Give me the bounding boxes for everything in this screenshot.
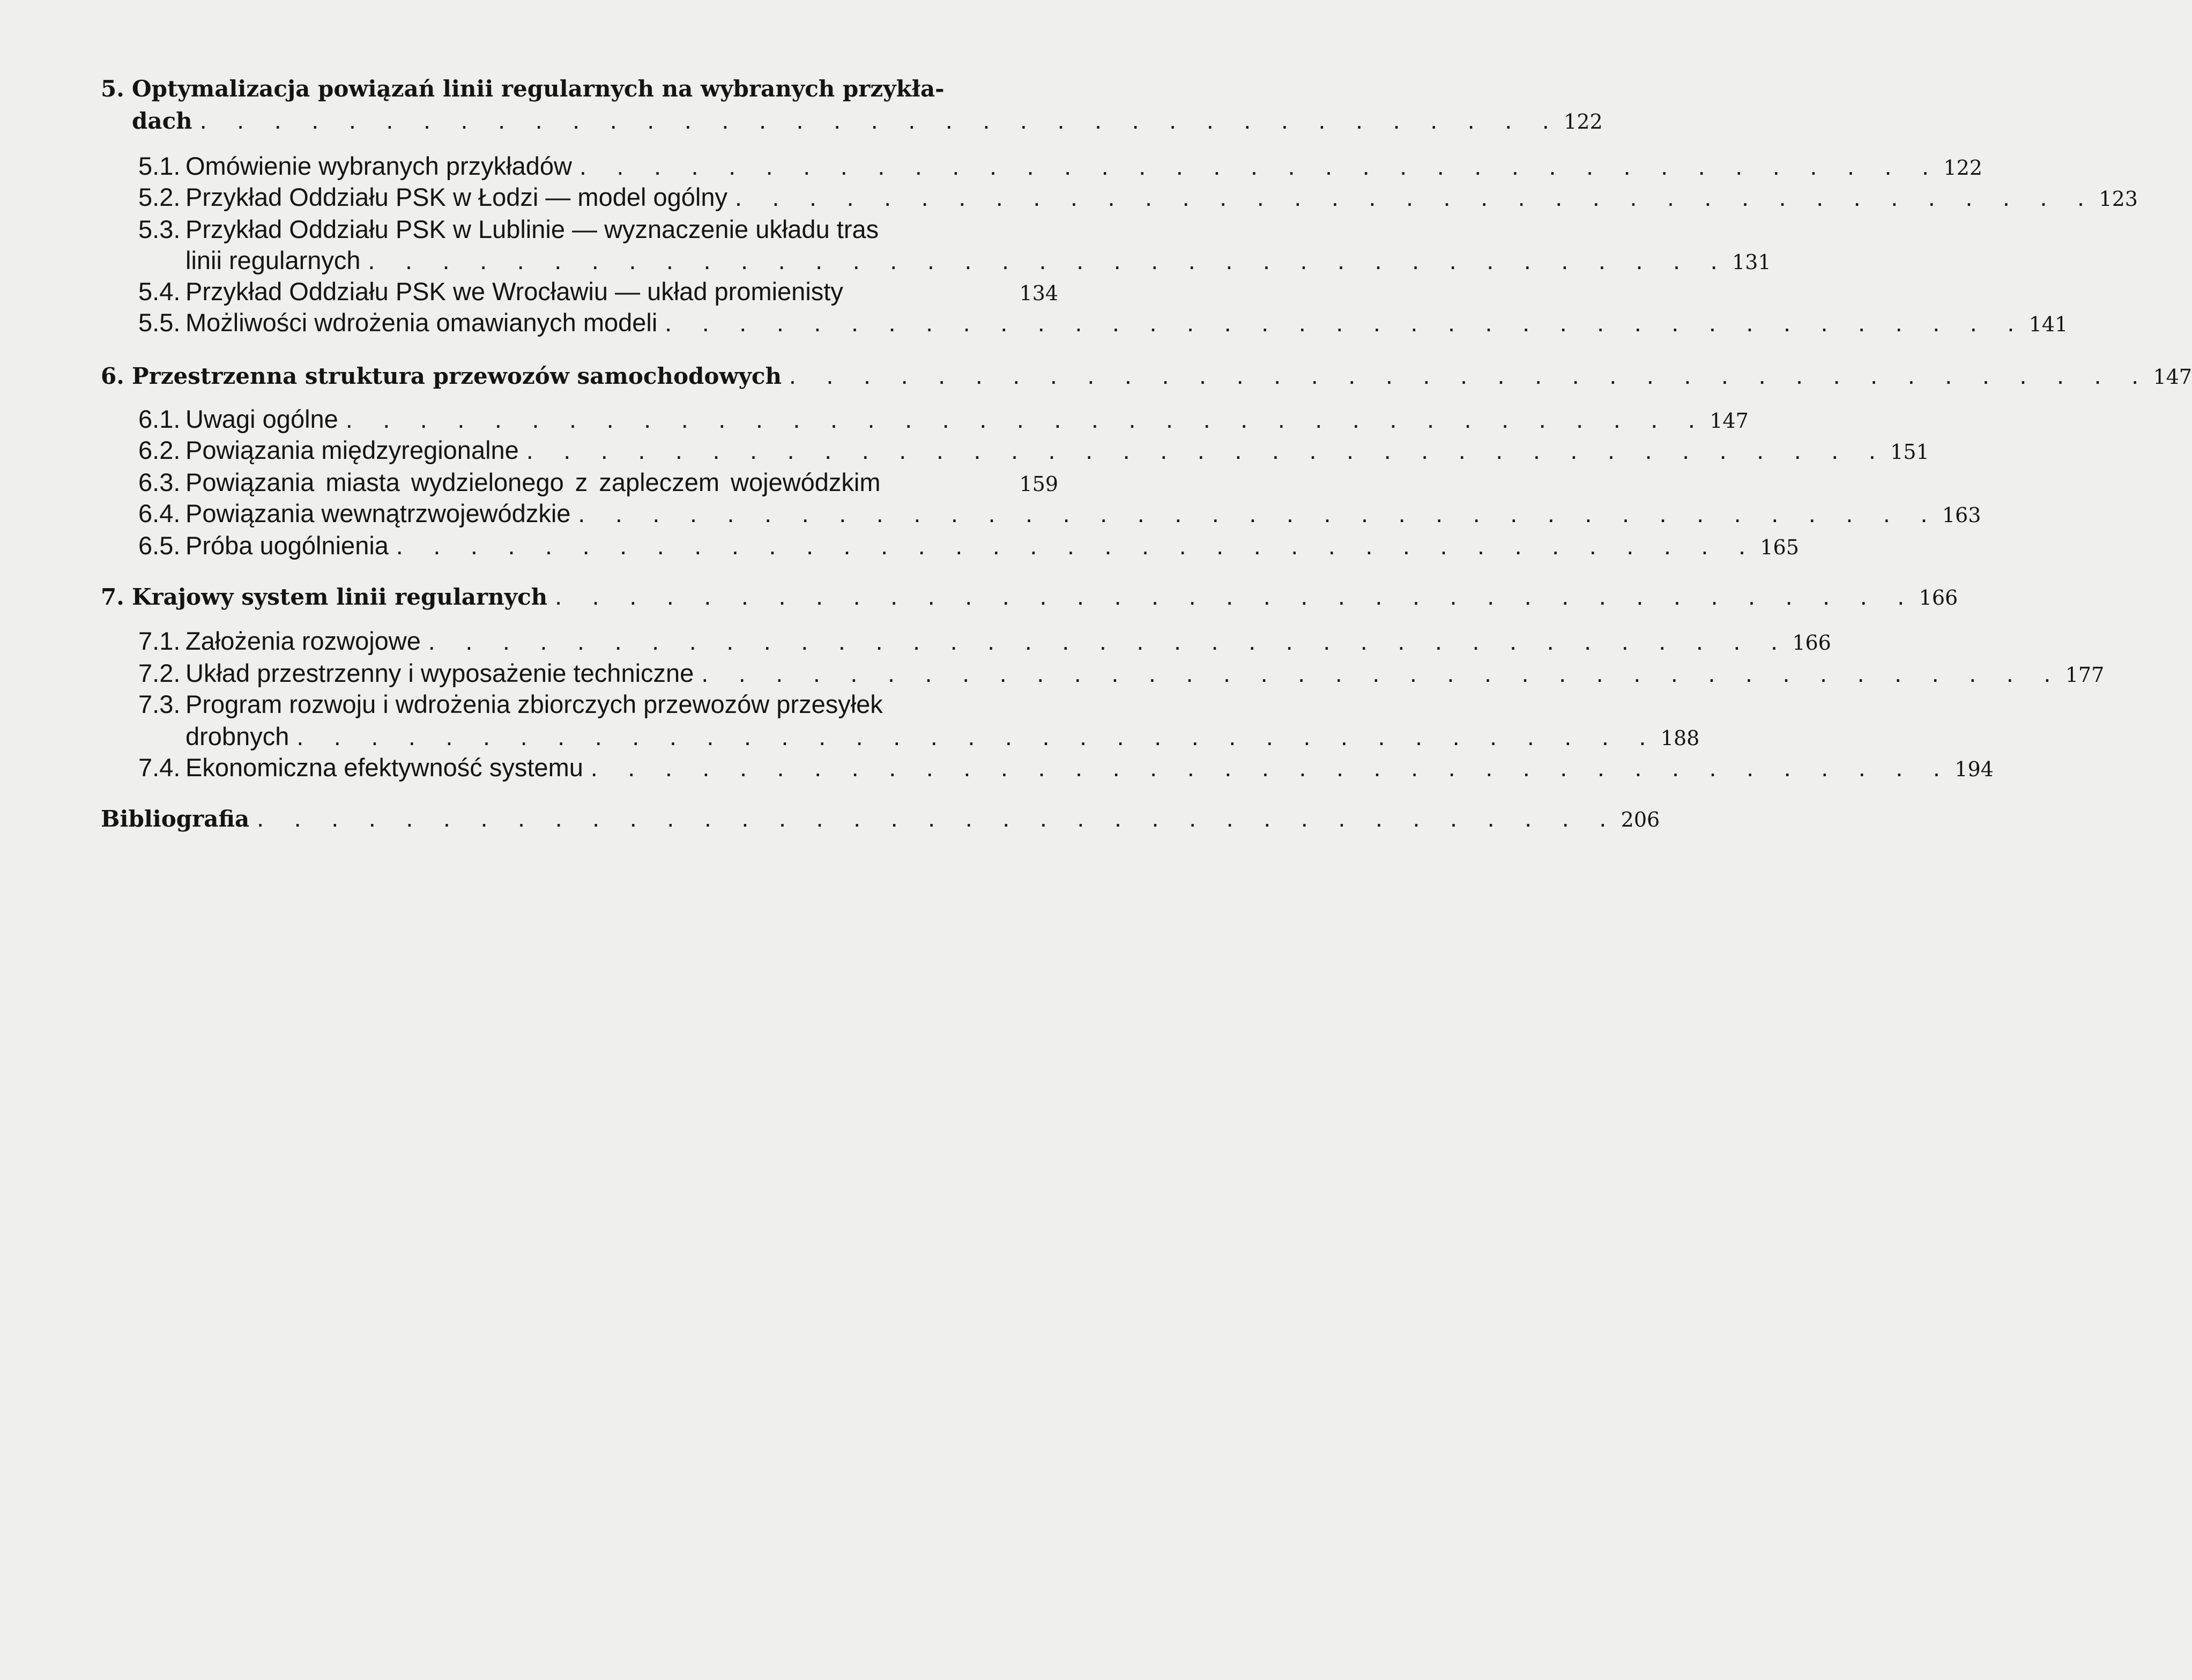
- dot-leader: . . . . . . . . . . . . . . . . . . . . . . . . . . . . . . . . . . . . .: [199, 106, 1561, 134]
- toc-entry-title: Założenia rozwojowe: [185, 627, 421, 655]
- toc-entry-7-3-title-line1: [138, 688, 883, 720]
- toc-entry-number: 6.1.: [138, 405, 181, 433]
- toc-entry-title: Przestrzenna struktura przewozów samochodowych: [132, 363, 782, 389]
- toc-entry-page: 188: [1660, 726, 1700, 750]
- dot-leader: . . . . . . . . . . . . . . . . . . . . . . . . . . . . . . . . . . . . .: [578, 500, 1940, 527]
- dot-leader: . . . . . . . . . . . . . . . . . . . . . . . . . . . . . . . . . . . . .: [428, 627, 1789, 655]
- toc-entry-bibliography: [101, 802, 1660, 836]
- toc-entry-title: Przykład Oddziału PSK w Lublinie — wyznaczenie układu tras: [185, 215, 879, 243]
- toc-entry-number: 7.1.: [138, 627, 181, 655]
- toc-entry-5-title-line1: [101, 73, 945, 105]
- toc-entry-title: Ekonomiczna efektywność systemu: [185, 753, 583, 782]
- dot-leader: . . . . . . . . . . . . . . . . . . . . . . . . . . . . . . . . . . . . .: [396, 532, 1757, 560]
- dot-leader: . . . . . . . . . . . . . . . . . . . . . . . . . . . . . . . . . . . . .: [734, 183, 2096, 211]
- toc-entry-page: 177: [2065, 663, 2105, 687]
- toc-entry-title: Krajowy system linii regularnych: [132, 584, 548, 610]
- toc-entry-5-3-title-line1: [138, 213, 879, 246]
- dot-leader: . . . . . . . . . . . . . . . . . . . . . . . . . . . . . . . . . . . . .: [789, 361, 2150, 389]
- toc-entry-page: 122: [1564, 110, 1603, 133]
- dot-leader: . . . . . . . . . . . . . . . . . . . . . . . . . . . . . . . . . . . . .: [555, 582, 1916, 610]
- toc-entry-page: 131: [1732, 250, 1771, 274]
- toc-entry-page: 151: [1890, 440, 1929, 464]
- toc-entry-number: 6.2.: [138, 436, 181, 464]
- toc-entry-title: Uwagi ogólne: [185, 405, 338, 433]
- toc-entry-title: dach: [132, 108, 192, 134]
- toc-entry-6-5: [138, 530, 1799, 563]
- toc-entry-number: 5.4.: [138, 277, 181, 306]
- toc-entry-number: 5.1.: [138, 152, 181, 180]
- toc-entry-title: Możliwości wdrożenia omawianych modeli: [185, 308, 658, 337]
- dot-leader: . . . . . . . . . . . . . . . . . . . . . . . . . . . . . . . . . . . . .: [345, 405, 1707, 433]
- toc-entry-6-4: [138, 497, 1981, 531]
- toc-entry-title: Omówienie wybranych przykładów: [185, 152, 572, 180]
- toc-entry-title: Próba uogólnienia: [185, 531, 389, 560]
- toc-entry-page: 159: [1019, 472, 1058, 496]
- toc-entry-page: 147: [1710, 409, 1749, 433]
- toc-entry-page: 206: [1621, 808, 1660, 831]
- toc-entry-number: 5.3.: [138, 215, 181, 243]
- dot-leader: . . . . . . . . . . . . . . . . . . . . . . . . . . . . . . . . . . . . .: [701, 659, 2063, 687]
- toc-entry-5-3: [185, 244, 1771, 278]
- dot-leader: . . . . . . . . . . . . . . . . . . . . . . . . . . . . . . . . . . . . .: [526, 436, 1888, 464]
- toc-entry-page: 134: [1019, 281, 1058, 305]
- toc-entry-7-4: [138, 752, 1994, 785]
- toc-entry-title: drobnych: [185, 722, 289, 750]
- toc-entry-title: Powiązania międzyregionalne: [185, 436, 519, 464]
- toc-entry-6-3: [138, 466, 1058, 500]
- toc-entry-title: Przykład Oddziału PSK w Łodzi — model ogólny: [185, 183, 727, 211]
- toc-entry-title: Optymalizacja powiązań linii regularnych na wybranych przykła-: [132, 76, 945, 102]
- dot-leader: . . . . . . . . . . . . . . . . . . . . . . . . . . . . . . . . . . . . .: [579, 152, 1941, 180]
- toc-entry-title: Powiązania wewnątrzwojewódzkie: [185, 499, 571, 527]
- toc-entry-number: 6.5.: [138, 531, 181, 560]
- toc-entry-number: 7.: [101, 584, 124, 610]
- toc-entry-number: 5.5.: [138, 308, 181, 337]
- toc-entry-number: 6.4.: [138, 499, 181, 527]
- toc-entry-number: 6.3.: [138, 468, 181, 496]
- toc-entry-title: linii regularnych: [185, 246, 361, 274]
- toc-entry-title: Przykład Oddziału PSK we Wrocławiu — układ promienisty: [185, 277, 843, 306]
- toc-entry-7-2: [138, 657, 2105, 691]
- toc-entry-number: 7.2.: [138, 659, 181, 687]
- dot-leader: . . . . . . . . . . . . . . . . . . . . . . . . . . . . . . . . . . . . .: [257, 804, 1618, 832]
- toc-entry-number: 5.2.: [138, 183, 181, 211]
- toc-entry-6-2: [138, 434, 1929, 468]
- toc-entry-page: 163: [1942, 503, 1981, 527]
- dot-leader: . . . . . . . . . . . . . . . . . . . . . . . . . . . . . . . . . . . . .: [665, 309, 2026, 337]
- toc-entry-page: 194: [1955, 757, 1994, 781]
- toc-entry-title: Powiązania miasta wydzielonego z zapleczem wojewódzkim: [185, 468, 881, 496]
- toc-entry-5-5: [138, 307, 2068, 340]
- toc-entry-5-2: [138, 181, 2138, 215]
- dot-leader: . . . . . . . . . . . . . . . . . . . . . . . . . . . . . . . . . . . . .: [368, 247, 1729, 274]
- toc-entry-page: 166: [1919, 586, 1958, 609]
- toc-entry-7-1: [138, 625, 1831, 659]
- dot-leader: . . . . . . . . . . . . . . . . . . . . . . . . . . . . . . . . . . . . .: [590, 754, 1952, 782]
- toc-entry-title: Bibliografia: [101, 806, 250, 832]
- toc-entry-5-4: [138, 276, 1058, 309]
- toc-entry-page: 141: [2028, 313, 2068, 336]
- toc-entry-page: 123: [2099, 187, 2138, 211]
- toc-entry-page: 122: [1943, 156, 1982, 180]
- toc-entry-7-3: [185, 720, 1700, 754]
- toc-entry-5: [132, 104, 1603, 138]
- toc-entry-number: 7.3.: [138, 690, 181, 718]
- toc-entry-5-1: [138, 150, 1982, 184]
- toc-entry-6: [101, 359, 2192, 393]
- toc-entry-6-1: [138, 403, 1749, 437]
- toc-entry-title: Układ przestrzenny i wyposażenie techniczne: [185, 659, 694, 687]
- dot-leader: . . . . . . . . . . . . . . . . . . . . . . . . . . . . . . . . . . . . .: [296, 723, 1658, 750]
- toc-entry-page: 165: [1760, 536, 1799, 559]
- toc-entry-number: 6.: [101, 363, 124, 389]
- toc-entry-number: 5.: [101, 76, 124, 102]
- toc-entry-7: [101, 580, 1958, 614]
- toc-entry-page: 166: [1792, 631, 1831, 655]
- toc-entry-page: 147: [2153, 365, 2192, 389]
- toc-entry-title: Program rozwoju i wdrożenia zbiorczych przewozów przesyłek: [185, 690, 883, 718]
- toc-entry-number: 7.4.: [138, 753, 181, 782]
